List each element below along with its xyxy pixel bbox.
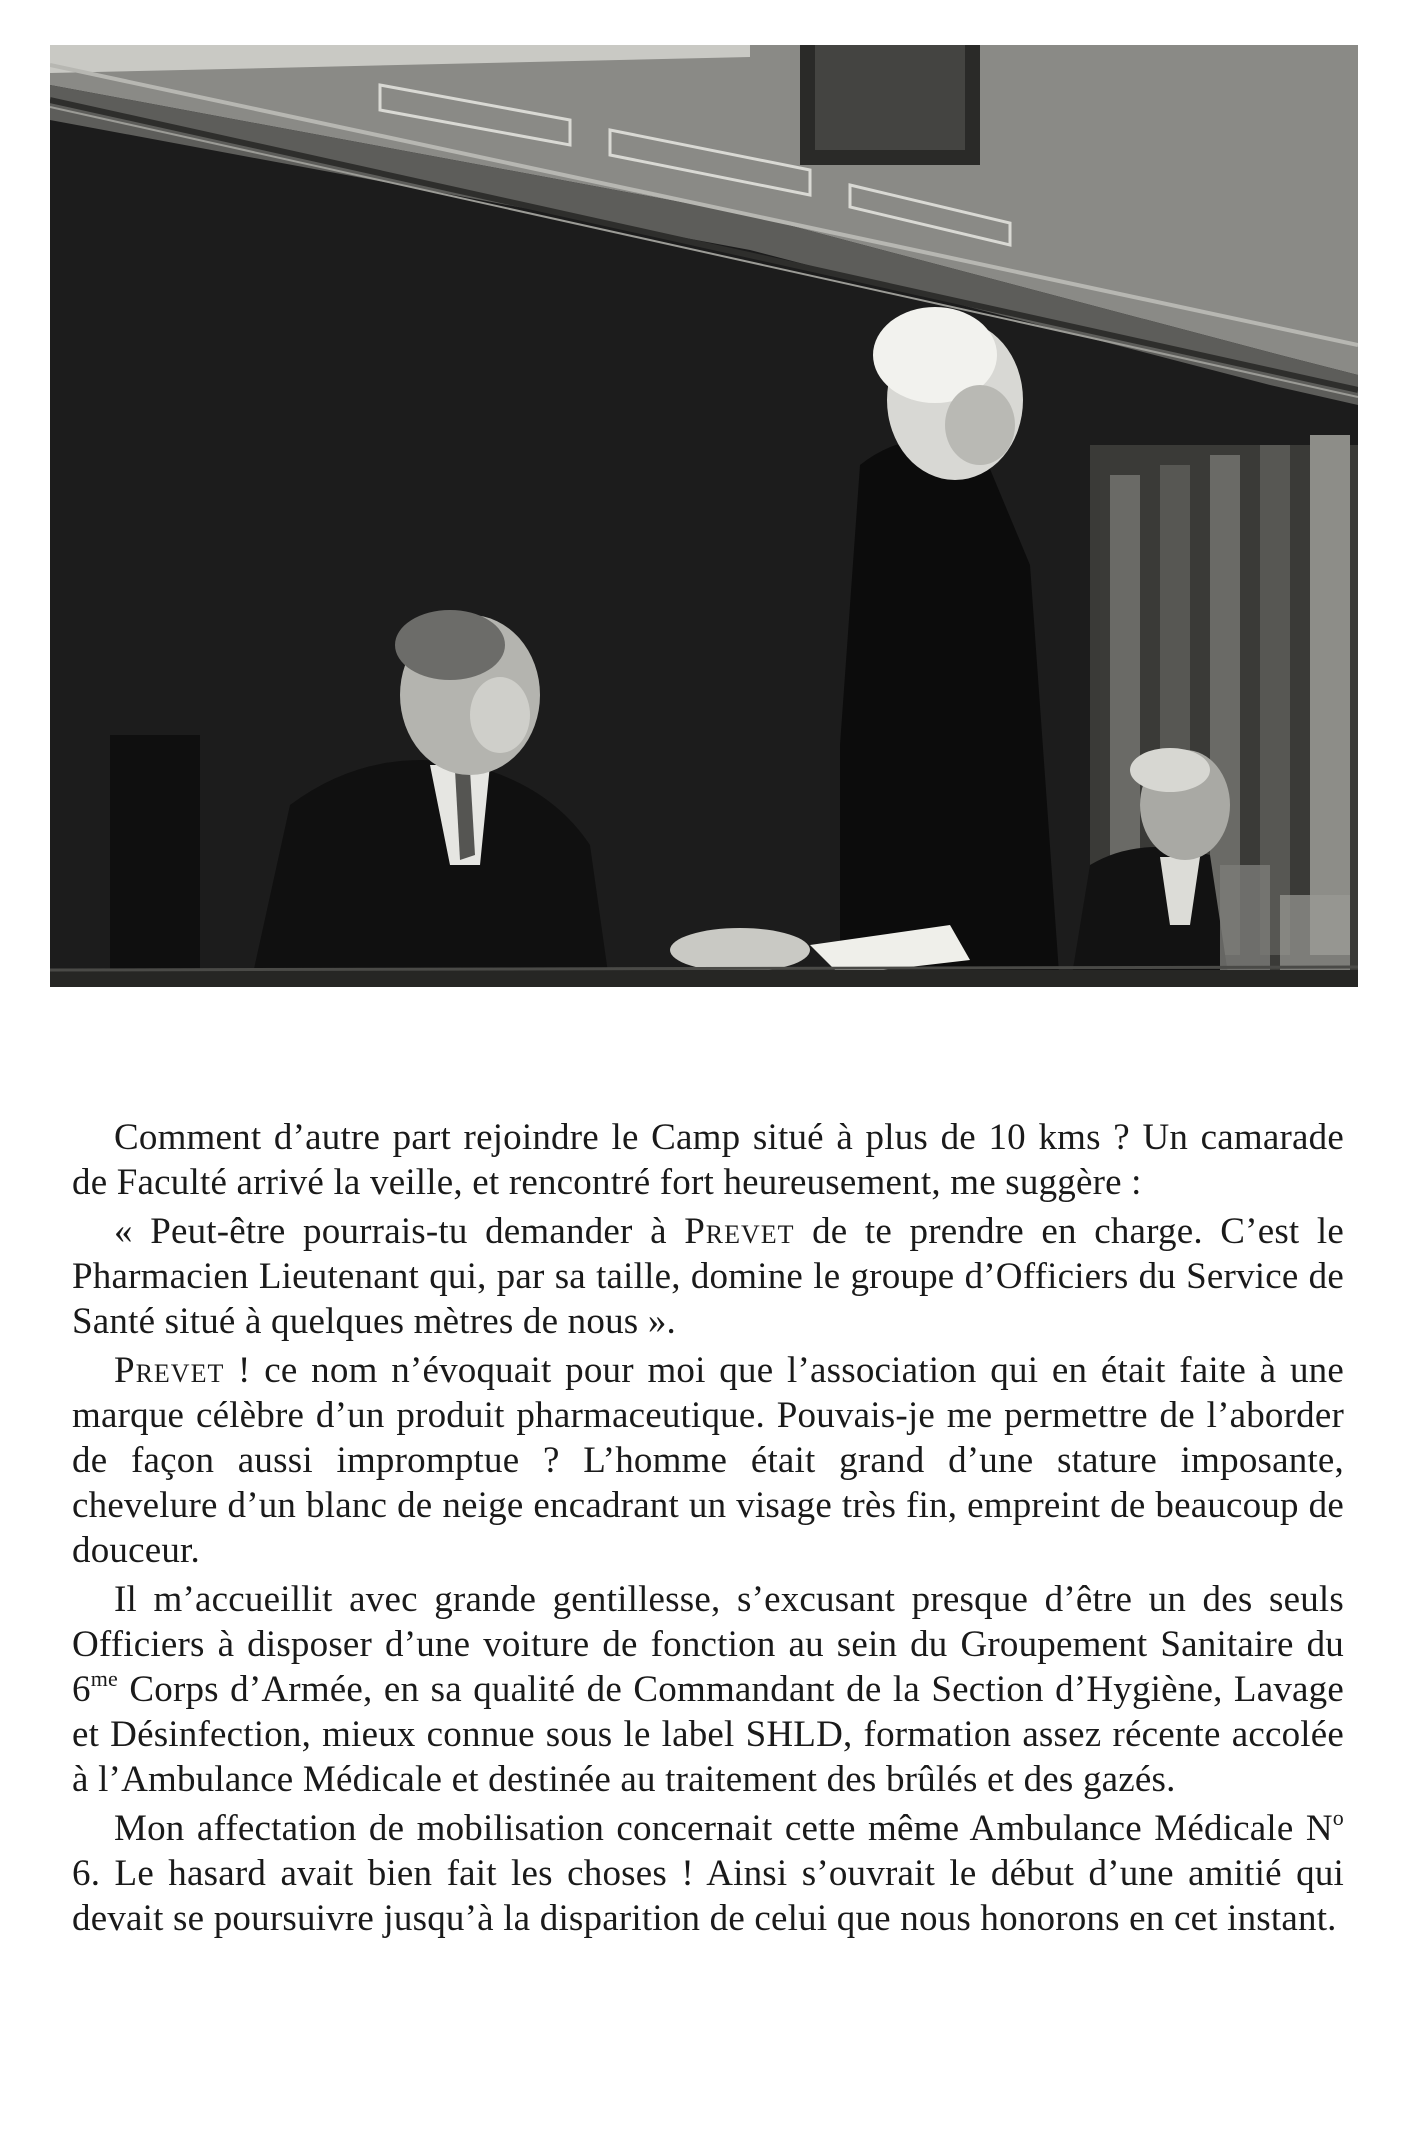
article-text [72, 1115, 1344, 1945]
paragraph-2-text-start: « Peut-être pourrais-tu demander à [114, 1211, 685, 1252]
photograph-three-men-at-table-icon [50, 45, 1358, 987]
paragraph-5-text-end: 6. Le hasard avait bien fait les choses ! Ainsi s’ouvrait le début d’une amitié qui devait se poursuivre jusqu’à la disparition de celui que nous honorons en cet instant. [72, 1853, 1344, 1939]
paragraph-5-text-start: Mon affectation de mobilisation concernait cette même Ambulance Médicale N [114, 1808, 1333, 1849]
paragraph-2-text-end: de te prendre en charge. C’est le Pharmacien Lieutenant qui, par sa taille, domine le groupe d’Officiers du Service de Santé situé à quelques mètres de nous ». [72, 1211, 1345, 1342]
paragraph-4 [72, 1577, 1344, 1802]
paragraph-3 [72, 1348, 1344, 1573]
photograph [50, 45, 1358, 987]
name-prevet: Prevet [684, 1211, 795, 1252]
paragraph-3-text: ! ce nom n’évoquait pour moi que l’association qui en était faite à une marque célèbre d’un produit pharmaceutique. Pouvais-je me permettre de l’aborder de façon aussi impromptue ? L’homme était grand d’une stature imposante, chevelure d’un blanc de neige encadrant un visage très fin, empreint de beaucoup de douceur. [72, 1350, 1344, 1571]
superscript-me: me [90, 1665, 118, 1691]
paragraph-1-text: Comment d’autre part rejoindre le Camp situé à plus de 10 kms ? Un camarade de Faculté arrivé la veille, et rencontré fort heureusement, me suggère : [72, 1117, 1344, 1203]
paragraph-1 [72, 1115, 1344, 1205]
paragraph-5 [72, 1806, 1344, 1941]
paragraph-2 [72, 1209, 1344, 1344]
paragraph-4-text-end: Corps d’Armée, en sa qualité de Commandant de la Section d’Hygiène, Lavage et Désinfection, mieux connue sous le label SHLD, formation assez récente accolée à l’Ambulance Médicale et destinée au traitement des brûlés et des gazés. [72, 1669, 1344, 1800]
paragraph-4-text-start: Il m’accueillit avec grande gentillesse, s’excusant presque d’être un des seuls Officiers à disposer d’une voiture de fonction au sein du Groupement Sanitaire du 6 [72, 1579, 1344, 1710]
name-prevet: Prevet [114, 1350, 225, 1391]
superscript-o: o [1332, 1804, 1344, 1830]
